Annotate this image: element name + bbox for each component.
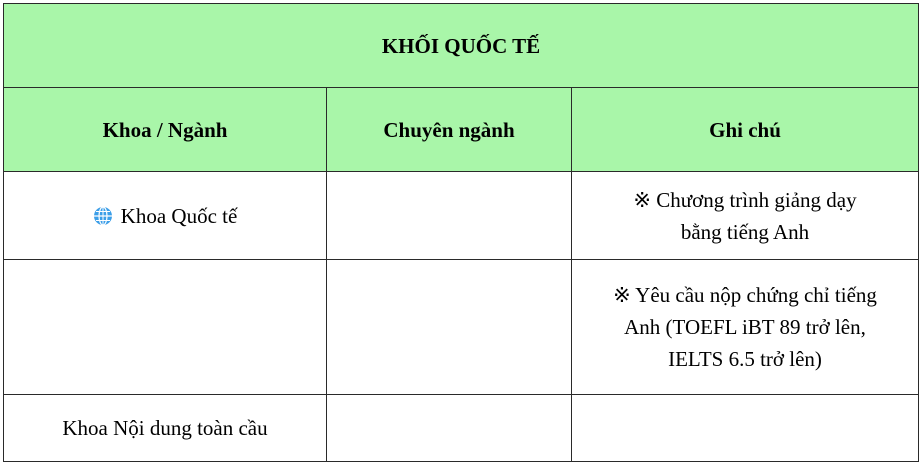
international-program-sheet [3, 3, 918, 463]
table-row [4, 395, 919, 462]
table-title: KHỐI QUỐC TẾ [4, 4, 919, 88]
note-cell [572, 395, 919, 462]
table-header-row [4, 88, 919, 172]
globe-icon [93, 206, 113, 226]
faculty-cell [4, 260, 327, 395]
note-line: IELTS 6.5 trở lên) [668, 347, 822, 371]
note-line: Anh (TOEFL iBT 89 trở lên, [624, 315, 866, 339]
table-title-row [4, 4, 919, 88]
major-cell [327, 172, 572, 260]
note-cell [572, 260, 919, 395]
faculty-name: Khoa Quốc tế [120, 203, 238, 228]
major-cell [327, 395, 572, 462]
note-line: ※ Chương trình giảng dạy [633, 187, 857, 212]
table-row [4, 260, 919, 395]
note-cell [572, 172, 919, 260]
major-cell [327, 260, 572, 395]
table-row [4, 172, 919, 260]
faculty-cell: Khoa Nội dung toàn cầu [4, 395, 327, 462]
note-line: bằng tiếng Anh [680, 219, 810, 244]
column-header-faculty: Khoa / Ngành [4, 88, 327, 172]
program-table [3, 3, 919, 462]
note-line: ※ Yêu cầu nộp chứng chỉ tiếng [613, 283, 877, 307]
column-header-major: Chuyên ngành [327, 88, 572, 172]
faculty-cell [4, 172, 327, 260]
column-header-note: Ghi chú [572, 88, 919, 172]
